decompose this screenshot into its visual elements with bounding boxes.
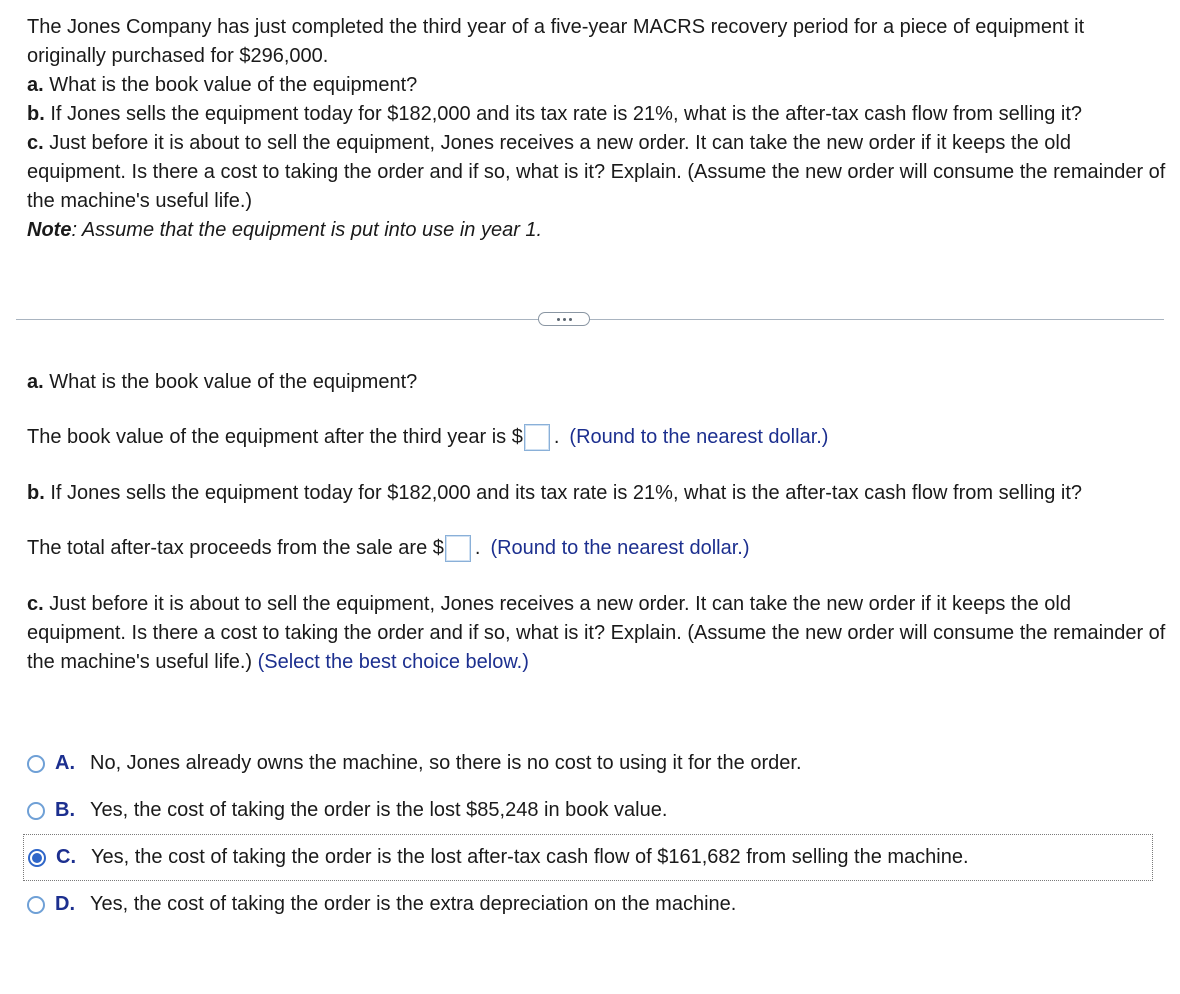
problem-statement [27, 13, 1167, 245]
problem-part-a [27, 71, 1167, 100]
question-c-hint: (Select the best choice below.) [257, 651, 529, 673]
answer-b-prompt: The total after-tax proceeds from the sale are $ [27, 537, 444, 559]
choice-letter: B. [55, 799, 75, 821]
book-value-input[interactable] [524, 424, 550, 451]
radio-button-selected[interactable] [28, 849, 46, 867]
question-b-text: If Jones sells the equipment today for $182,000 and its tax rate is 21%, what is the after-tax cash flow from selling it? [50, 482, 1082, 504]
ellipsis-dot [569, 318, 572, 321]
choice-letter: C. [56, 846, 76, 868]
part-c-text: Just before it is about to sell the equipment, Jones receives a new order. It can take the new order if it keeps the old equipment. Is there a cost to taking the order and if so, what is it? Explain. (Assume the new order will consume the remainder of the machine's useful life.) [27, 132, 1166, 212]
choice-text: No, Jones already owns the machine, so there is no cost to using it for the order. [90, 752, 802, 774]
expand-question-button[interactable] [538, 312, 590, 326]
part-c-label: c. [27, 132, 44, 154]
answer-b-hint: (Round to the nearest dollar.) [490, 537, 750, 559]
ellipsis-dot [563, 318, 566, 321]
radio-button[interactable] [27, 755, 45, 773]
answer-a-line [27, 423, 1167, 452]
part-a-label: a. [27, 74, 44, 96]
note-label: Note [27, 219, 72, 241]
question-a [27, 368, 1167, 397]
note-text: : Assume that the equipment is put into use in year 1. [71, 219, 543, 241]
problem-note [27, 216, 1167, 245]
choice-text: Yes, the cost of taking the order is the lost after-tax cash flow of $161,682 from selling the machine. [91, 846, 969, 868]
question-a-text: What is the book value of the equipment? [49, 371, 418, 393]
question-c-label: c. [27, 593, 44, 615]
question-b-label: b. [27, 482, 45, 504]
choice-text: Yes, the cost of taking the order is the extra depreciation on the machine. [90, 893, 737, 915]
problem-part-b [27, 100, 1167, 129]
question-c-text: Just before it is about to sell the equipment, Jones receives a new order. It can take the new order if it keeps the old equipment. Is there a cost to taking the order and if so, what is it? Explain. (Assume the new order will consume the remainder of the machine's useful life.) [27, 593, 1166, 673]
choice-letter: A. [55, 752, 75, 774]
answer-section [27, 368, 1167, 677]
part-b-text: If Jones sells the equipment today for $182,000 and its tax rate is 21%, what is the after-tax cash flow from selling it? [50, 103, 1082, 125]
question-b [27, 479, 1167, 508]
answer-a-period: . [553, 426, 560, 448]
choice-c[interactable] [23, 834, 1153, 881]
radio-button[interactable] [27, 802, 45, 820]
radio-button[interactable] [27, 896, 45, 914]
choice-a[interactable] [27, 740, 1153, 787]
answer-a-prompt: The book value of the equipment after the third year is $ [27, 426, 523, 448]
ellipsis-icon [557, 318, 560, 321]
choice-list [27, 740, 1153, 928]
choice-text: Yes, the cost of taking the order is the lost $85,248 in book value. [90, 799, 668, 821]
choice-letter: D. [55, 893, 75, 915]
part-a-text: What is the book value of the equipment? [49, 74, 418, 96]
after-tax-proceeds-input[interactable] [445, 535, 471, 562]
section-divider [16, 319, 1164, 320]
answer-a-hint: (Round to the nearest dollar.) [569, 426, 829, 448]
answer-b-line [27, 534, 1167, 563]
question-a-label: a. [27, 371, 44, 393]
choice-d[interactable] [27, 881, 1153, 928]
question-c [27, 590, 1167, 677]
problem-part-c [27, 129, 1167, 216]
choice-b[interactable] [27, 787, 1153, 834]
part-b-label: b. [27, 103, 45, 125]
answer-b-period: . [474, 537, 481, 559]
problem-intro: The Jones Company has just completed the third year of a five-year MACRS recovery period for a piece of equipment it originally purchased for $296,000. [27, 16, 1085, 67]
